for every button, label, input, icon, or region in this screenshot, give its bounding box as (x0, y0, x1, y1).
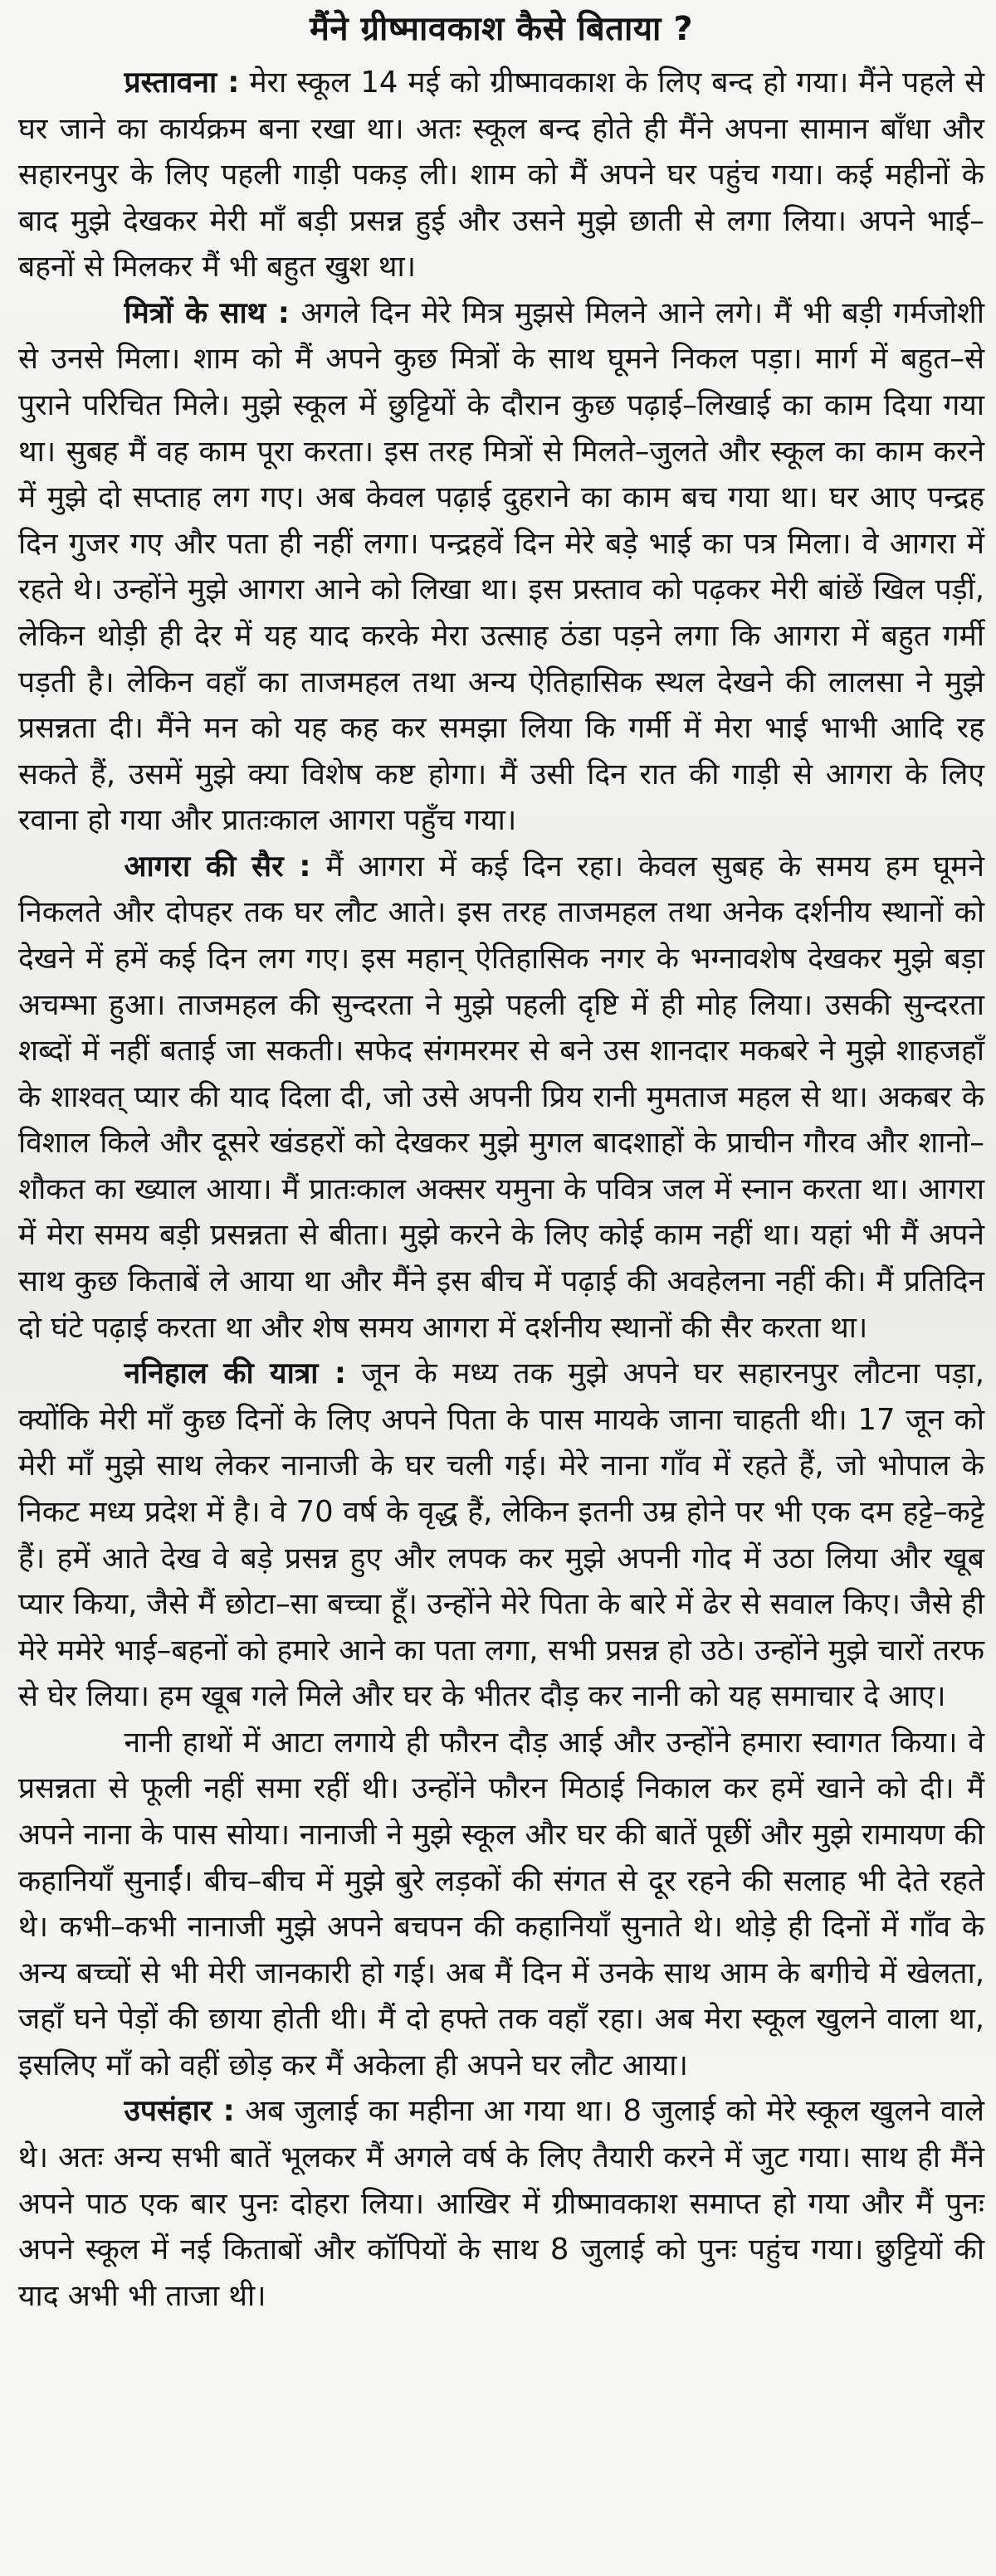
paragraph-agra-trip (18, 844, 984, 1351)
paragraph-text: मेरा स्कूल 14 मई को ग्रीष्मावकाश के लिए बन्द हो गया। मैंने पहले से घर जाने का कार्यक्रम बना रखा था। अतः स्कूल बन्द होते ही मैंने अपना सामान बाँधा और सहारनपुर के लिए पहली गाड़ी पकड़ ली। शाम को मैं अपने घर पहुंच गया। कई महीनों के बाद मुझे देखकर मेरी माँ बड़ी प्रसन्न हुई और उसने मुझे छाती से लगा लिया। अपने भाई–बहनों से मिलकर मैं भी बहुत खुश था। (18, 66, 984, 285)
paragraph-text: नानी हाथों में आटा लगाये ही फौरन दौड़ आई और उन्होंने हमारा स्वागत किया। वे प्रसन्नता से फूली नहीं समा रहीं थी। उन्होंने फौरन मिठाई निकाल कर हमें खाने को दी। मैं अपने नाना के पास सोया। नानाजी ने मुझे स्कूल और घर की बातें पूछीं और मुझे रामायण की कहानियाँ सुनाईं। बीच–बीच में मुझे बुरे लड़कों की संगत से दूर रहने की सलाह भी देते रहते थे। कभी–कभी नानाजी मुझे अपने बचपन की कहानियाँ सुनाते थे। थोड़े ही दिनों में गाँव के अन्य बच्चों से भी मेरी जानकारी हो गई। अब मैं दिन में उनके साथ आम के बगीचे में खेलता, जहाँ घने पेड़ों की छाया होती थी। मैं दो हफ्ते तक वहाँ रहा। अब मेरा स्कूल खुलने वाला था, इसलिए माँ को वहीं छोड़ कर मैं अकेला ही अपने घर लौट आया। (18, 1725, 984, 2082)
paragraph-heading: ननिहाल की यात्रा : (124, 1356, 347, 1391)
paragraph-heading: मित्रों के साथ : (124, 295, 290, 330)
paragraph-text: जून के मध्य तक मुझे अपने घर सहारनपुर लौटना पड़ा, क्योंकि मेरी माँ कुछ दिनों के लिए अपने पिता के पास मायके जाना चाहती थी। 17 जून को मेरी माँ मुझे साथ लेकर नानाजी के घर चली गई। मेरे नाना गाँव में रहते हैं, जो भोपाल के निकट मध्य प्रदेश में है। वे 70 वर्ष के वृद्ध हैं, लेकिन इतनी उम्र होने पर भी एक दम हट्टे–कट्टे हैं। हमें आते देख वे बड़े प्रसन्न हुए और लपक कर मुझे अपनी गोद में उठा लिया और खूब प्यार किया, जैसे मैं छोटा–सा बच्चा हूँ। उन्होंने मेरे पिता के बारे में ढेर से सवाल किए। जैसे ही मेरे ममेरे भाई–बहनों को हमारे आने का पता लगा, सभी प्रसन्न हो उठे। उन्होंने मुझे चारों तरफ से घेर लिया। हम खूब गले मिले और घर के भीतर दौड़ कर नानी को यह समाचार दे आए। (18, 1356, 984, 1714)
essay-title: मैंने ग्रीष्मावकाश कैसे बिताया ? (309, 10, 694, 48)
paragraph-nanihal-trip (18, 1351, 984, 1720)
paragraph-heading: उपसंहार : (124, 2094, 235, 2129)
paragraph-conclusion (18, 2088, 984, 2319)
paragraph-nani-welcome (18, 1720, 984, 2089)
paragraph-introduction (18, 60, 984, 290)
paragraph-heading: आगरा की सैर : (124, 849, 311, 884)
paragraph-heading: प्रस्तावना : (124, 66, 240, 100)
paragraph-text: अब जुलाई का महीना आ गया था। 8 जुलाई को मेरे स्कूल खुलने वाले थे। अतः अन्य सभी बातें भूलकर मैं अगले वर्ष के लिए तैयारी करने में जुट गया। साथ ही मैंने अपने पाठ एक बार पुनः दोहरा लिया। आखिर में ग्रीष्मावकाश समाप्त हो गया और मैं पुनः अपने स्कूल में नई किताबों और कॉपियों के साथ 8 जुलाई को पुनः पहुंच गया। छुट्टियों की याद अभी भी ताजा थी। (18, 2094, 985, 2313)
paragraph-with-friends (18, 290, 984, 844)
paragraph-text: मैं आगरा में कई दिन रहा। केवल सुबह के समय हम घूमने निकलते और दोपहर तक घर लौट आते। इस तरह ताजमहल तथा अनेक दर्शनीय स्थानों को देखने में हमें कई दिन लग गए। इस महान् ऐतिहासिक नगर के भग्नावशेष देखकर मुझे बड़ा अचम्भा हुआ। ताजमहल की सुन्दरता ने मुझे पहली दृष्टि में ही मोह लिया। उसकी सुन्दरता शब्दों में नहीं बताई जा सकती। सफेद संगमरमर से बने उस शानदार मकबरे ने मुझे शाहजहाँ के शाश्वत् प्यार की याद दिला दी, जो उसे अपनी प्रिय रानी मुमताज महल से था। अकबर के विशाल किले और दूसरे खंडहरों को देखकर मुझे मुगल बादशाहों के प्राचीन गौरव और शानो–शौकत का ख्याल आया। मैं प्रातःकाल अक्सर यमुना के पवित्र जल में स्नान करता था। आगरा में मेरा समय बड़ी प्रसन्नता से बीता। मुझे करने के लिए कोई काम नहीं था। यहां भी मैं अपने साथ कुछ किताबें ले आया था और मैंने इस बीच में पढ़ाई की अवहेलना नहीं की। मैं प्रतिदिन दो घंटे पढ़ाई करता था और शेष समय आगरा में दर्शनीय स्थानों की सैर करता था। (18, 849, 984, 1345)
paragraph-text: अगले दिन मेरे मित्र मुझसे मिलने आने लगे। मैं भी बड़ी गर्मजोशी से उनसे मिला। शाम को मैं अपने कुछ मित्रों के साथ घूमने निकल पड़ा। मार्ग में बहुत–से पुराने परिचित मिले। मुझे स्कूल में छुट्टियों के दौरान कुछ पढ़ाई–लिखाई का काम दिया गया था। सुबह मैं वह काम पूरा करता। इस तरह मित्रों से मिलते–जुलते और स्कूल का काम करने में मुझे दो सप्ताह लग गए। अब केवल पढ़ाई दुहराने का काम बच गया था। घर आए पन्द्रह दिन गुजर गए और पता ही नहीं लगा। पन्द्रहवें दिन मेरे बड़े भाई का पत्र मिला। वे आगरा में रहते थे। उन्होंने मुझे आगरा आने को लिखा था। इस प्रस्ताव को पढ़कर मेरी बांछें खिल पड़ीं, लेकिन थोड़ी ही देर में यह याद करके मेरा उत्साह ठंडा पड़ने लगा कि आगरा में बहुत गर्मी पड़ती है। लेकिन वहाँ का ताजमहल तथा अन्य ऐतिहासिक स्थल देखने की लालसा ने मुझे प्रसन्नता दी। मैंने मन को यह कह कर समझा लिया कि गर्मी में मेरा भाई भाभी आदि रह सकते हैं, उसमें मुझे क्या विशेष कष्ट होगा। मैं उसी दिन रात की गाड़ी से आगरा के लिए रवाना हो गया और प्रातःकाल आगरा पहुँच गया। (18, 295, 984, 838)
